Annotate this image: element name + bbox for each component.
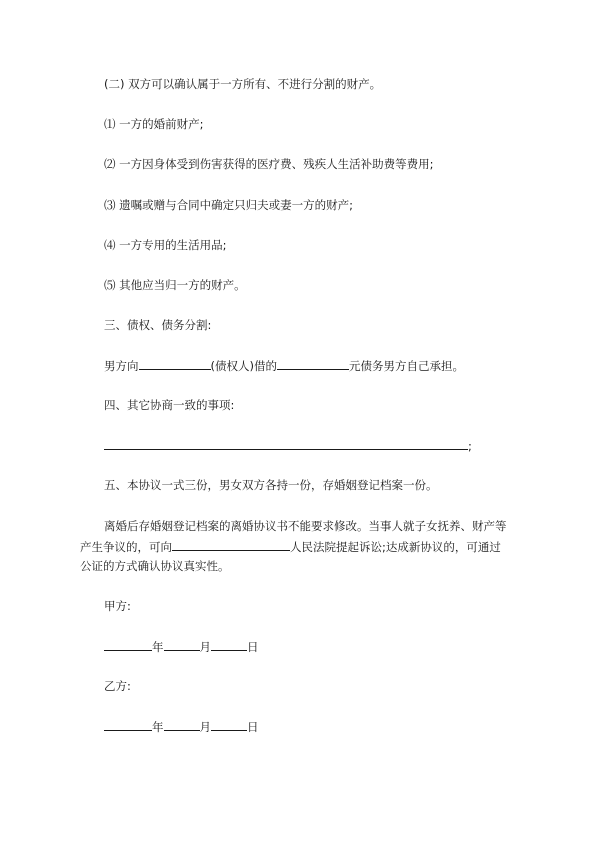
section-3-title: 三、债权、债务分割: [104, 318, 212, 332]
list-item: ⑵ 一方因身体受到伤害获得的医疗费、残疾人生活补助费等费用; [104, 157, 434, 171]
para-text-a: 产生争议的，可向 [80, 540, 172, 554]
list-item: ⑸ 其他应当归一方的财产。 [104, 278, 246, 292]
year-blank[interactable] [104, 639, 152, 651]
section-2-title: (二) 双方可以确认属于一方所有、不进行分割的财产。 [104, 77, 382, 91]
para-line-3: 公证的方式确认协议真实性。 [80, 559, 230, 573]
debt-text-2: (债权人)借的 [210, 359, 277, 373]
amount-blank[interactable] [277, 358, 349, 370]
creditor-blank[interactable] [139, 358, 211, 370]
year-label: 年 [152, 720, 164, 734]
day-blank[interactable] [211, 639, 247, 651]
month-label: 月 [199, 640, 211, 654]
para-line-2 [80, 539, 501, 554]
other-matters-blank[interactable] [104, 438, 468, 450]
list-item: ⑶ 遗嘱或赠与合同中确定只归夫或妻一方的财产; [104, 198, 354, 212]
year-label: 年 [152, 640, 164, 654]
year-blank[interactable] [104, 719, 152, 731]
party-b-label: 乙方: [104, 679, 131, 693]
para-text-b: 人民法院提起诉讼;达成新协议的，可通过 [290, 540, 501, 554]
day-blank[interactable] [211, 719, 247, 731]
debt-clause [104, 358, 464, 373]
day-label: 日 [247, 720, 259, 734]
para-line-1: 离婚后存婚姻登记档案的离婚协议书不能要求修改。当事人就子女抚养、财产等 [104, 519, 507, 533]
list-item: ⑷ 一方专用的生活用品; [104, 238, 227, 252]
day-label: 日 [247, 640, 259, 654]
party-b-date [104, 719, 259, 734]
debt-text-3: 元债务男方自己承担。 [348, 359, 464, 373]
other-matters-end: ; [468, 439, 472, 453]
party-a-date [104, 639, 259, 654]
debt-text-1: 男方向 [104, 359, 139, 373]
month-blank[interactable] [164, 639, 200, 651]
court-blank[interactable] [172, 539, 290, 551]
month-label: 月 [199, 720, 211, 734]
party-a-label: 甲方: [104, 599, 131, 613]
other-matters-line [104, 438, 472, 453]
section-4-title: 四、其它协商一致的事项: [104, 398, 235, 412]
section-5-title: 五、本协议一式三份，男女双方各持一份，存婚姻登记档案一份。 [104, 478, 438, 492]
list-item: ⑴ 一方的婚前财产; [104, 117, 204, 131]
month-blank[interactable] [164, 719, 200, 731]
